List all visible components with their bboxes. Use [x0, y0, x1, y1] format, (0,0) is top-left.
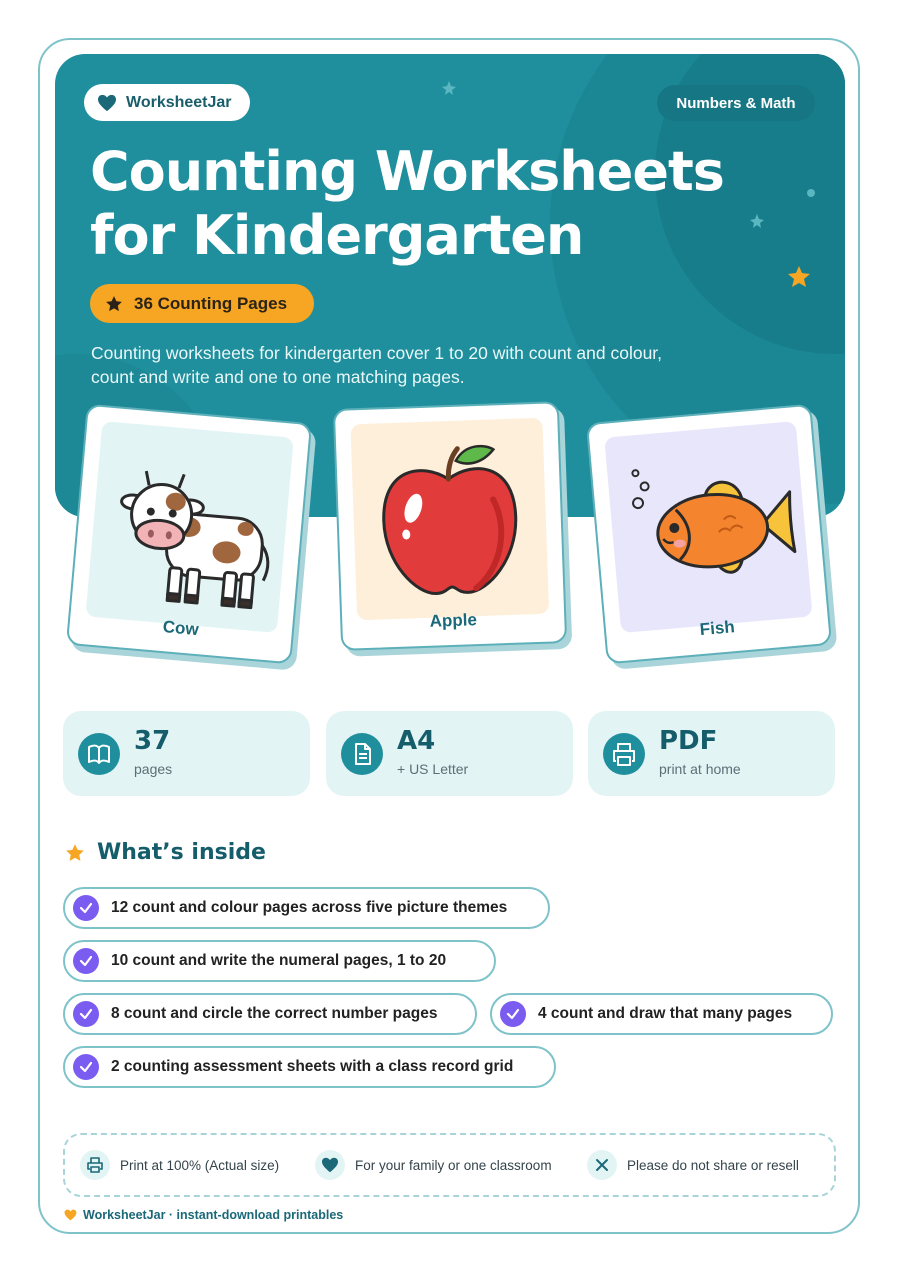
stat-value: PDF [659, 726, 718, 756]
print-notes [63, 1133, 836, 1197]
heart-icon [64, 1209, 77, 1221]
check-icon [500, 1001, 526, 1027]
stat-value: A4 [397, 726, 436, 756]
list-item [490, 993, 833, 1035]
card-image-bg [350, 418, 549, 621]
check-icon [73, 1001, 99, 1027]
card-image-bg [85, 421, 293, 633]
card-label: Apple [429, 610, 478, 631]
check-icon [73, 895, 99, 921]
book-icon [78, 733, 120, 775]
list-item-text: 4 count and draw that many pages [538, 1005, 793, 1022]
page-count-badge [90, 284, 314, 323]
small-star-icon [442, 81, 456, 95]
section-title: What’s inside [97, 840, 266, 865]
star-icon [788, 266, 810, 287]
note-print-scale [80, 1150, 279, 1180]
check-icon [73, 948, 99, 974]
brand-name: WorksheetJar [126, 93, 232, 111]
section-heading [65, 840, 266, 865]
description: Counting worksheets for kindergarten cover 1 to 20 with count and colour, count and write and one to one matching pages. [91, 343, 663, 387]
stat-format [588, 711, 835, 796]
footer [64, 1208, 343, 1222]
stat-value: 37 [134, 726, 171, 756]
list-item-text: 10 count and write the numeral pages, 1 to 20 [111, 952, 447, 969]
stat-caption: + US Letter [397, 761, 469, 777]
title-line-2: for Kindergarten [90, 204, 584, 267]
stat-caption: pages [134, 761, 173, 777]
list-item-text: 2 counting assessment sheets with a class record grid [111, 1058, 514, 1075]
star-icon [105, 295, 123, 313]
card-label: Fish [698, 617, 736, 640]
printer-icon [603, 733, 645, 775]
card-apple [333, 401, 567, 651]
card-cow [66, 404, 312, 665]
stat-pages [63, 711, 310, 796]
printer-icon [80, 1150, 110, 1180]
note-text: Print at 100% (Actual size) [120, 1157, 280, 1173]
note-text: Please do not share or resell [627, 1157, 799, 1173]
stat-paper-size [326, 711, 573, 796]
stat-caption: print at home [659, 761, 741, 777]
close-icon [587, 1150, 617, 1180]
page-title [90, 140, 750, 268]
title-line-1: Counting Worksheets [90, 140, 724, 203]
card-label: Cow [162, 617, 200, 640]
star-icon [65, 843, 85, 863]
list-item-text: 12 count and colour pages across five picture themes [111, 899, 508, 916]
heart-icon [315, 1150, 345, 1180]
category-badge: Numbers & Math [657, 85, 815, 121]
small-star-icon [750, 214, 764, 228]
list-item-text: 8 count and circle the correct number pages [111, 1005, 438, 1022]
heart-icon [97, 94, 117, 112]
list-item [63, 887, 550, 929]
cow-illustration [85, 421, 293, 633]
check-icon [73, 1054, 99, 1080]
note-text: For your family or one classroom [355, 1157, 552, 1173]
brand-badge [84, 84, 250, 121]
card-image-bg [604, 421, 812, 633]
footer-text: WorksheetJar · instant-download printables [83, 1208, 344, 1222]
fish-illustration [604, 421, 812, 633]
dot-decoration [807, 189, 815, 197]
list-item [63, 940, 496, 982]
card-fish [586, 404, 832, 665]
document-icon [341, 733, 383, 775]
note-usage [315, 1150, 552, 1180]
list-item [63, 1046, 556, 1088]
apple-illustration [350, 418, 549, 621]
page-count-label: 36 Counting Pages [134, 293, 288, 313]
list-item [63, 993, 477, 1035]
note-no-share [587, 1150, 799, 1180]
